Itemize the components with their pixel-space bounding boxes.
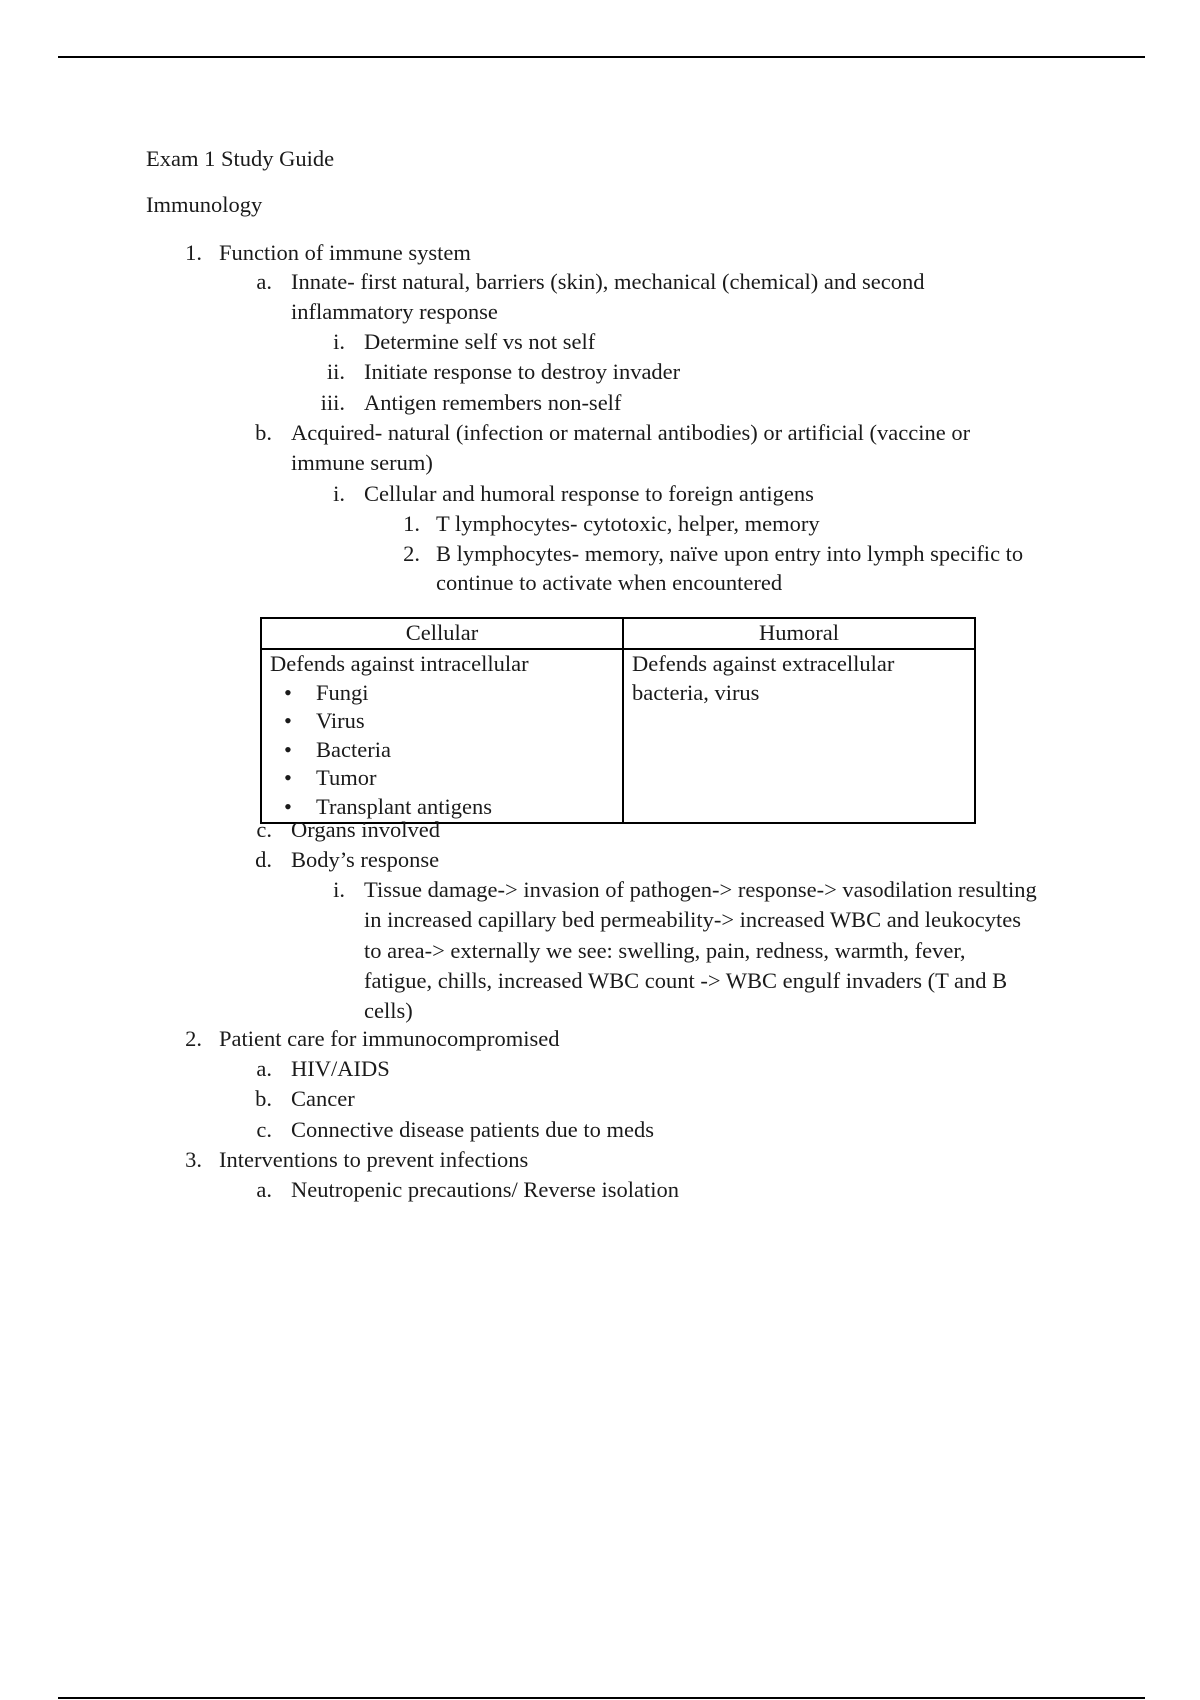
list-item: HIV/AIDS <box>291 1056 390 1081</box>
list-item: Function of immune system <box>219 240 471 265</box>
cellular-bullet-list <box>270 679 614 822</box>
list-item: Initiate response to destroy invader <box>364 359 681 384</box>
list-item-line: in increased capillary bed permeability-> increased WBC and leukocytes <box>364 907 1022 932</box>
list-item: Patient care for immunocompromised <box>219 1026 560 1051</box>
bullet-text: Fungi <box>316 679 369 705</box>
list-item-line: Innate- first natural, barriers (skin), mechanical (chemical) and second <box>291 269 925 294</box>
list-item-line: fatigue, chills, increased WBC count -> WBC engulf invaders (T and B <box>364 968 1008 993</box>
section-heading: Immunology <box>146 192 263 217</box>
list-letter: b. <box>255 1086 272 1111</box>
table-header-cellular: Cellular <box>261 618 623 649</box>
list-roman: ii. <box>326 359 345 384</box>
list-item: Cellular and humoral response to foreign antigens <box>364 481 814 506</box>
bottom-rule <box>58 1697 1145 1699</box>
list-item <box>284 764 614 793</box>
list-number: 3. <box>185 1147 202 1172</box>
list-number: 1. <box>185 240 202 265</box>
list-item-line: inflammatory response <box>291 299 498 324</box>
list-item: Determine self vs not self <box>364 329 596 354</box>
list-number: 2. <box>403 541 420 566</box>
list-letter: b. <box>255 420 272 445</box>
list-item: Neutropenic precautions/ Reverse isolation <box>291 1177 680 1202</box>
list-letter: c. <box>256 817 272 842</box>
list-item-line: cells) <box>364 998 413 1023</box>
humoral-line: bacteria, virus <box>632 679 760 705</box>
table-cell-cellular <box>261 649 623 823</box>
list-item-line: immune serum) <box>291 450 433 475</box>
list-letter: d. <box>255 847 272 872</box>
list-item <box>284 679 614 708</box>
list-item-line: B lymphocytes- memory, naïve upon entry into lymph specific to <box>436 541 1024 566</box>
list-roman: i. <box>333 877 345 902</box>
humoral-line: Defends against extracellular <box>632 651 895 676</box>
list-item: Organs involved <box>291 817 440 842</box>
table-cell-humoral <box>623 649 975 823</box>
table-header-humoral: Humoral <box>623 618 975 649</box>
list-item: Body’s response <box>291 847 440 872</box>
list-item: T lymphocytes- cytotoxic, helper, memory <box>436 511 820 536</box>
list-roman: i. <box>333 481 345 506</box>
list-item <box>284 736 614 765</box>
list-item-line: to area-> externally we see: swelling, pain, redness, warmth, fever, <box>364 938 966 963</box>
list-item: Cancer <box>291 1086 355 1111</box>
list-letter: a. <box>256 1177 272 1202</box>
list-item: Interventions to prevent infections <box>219 1147 529 1172</box>
bullet-text: Tumor <box>316 765 377 791</box>
list-item: Antigen remembers non-self <box>364 390 622 415</box>
list-letter: a. <box>256 269 272 294</box>
bullet-text: Virus <box>316 708 365 734</box>
bullet-icon: • <box>284 708 292 734</box>
cellular-humoral-table <box>260 617 976 824</box>
list-roman: i. <box>333 329 345 354</box>
bullet-text: Transplant antigens <box>316 793 493 819</box>
list-letter: a. <box>256 1056 272 1081</box>
bullet-icon: • <box>284 793 292 819</box>
bullet-icon: • <box>284 765 292 791</box>
list-number: 2. <box>185 1026 202 1051</box>
list-item-line: Tissue damage-> invasion of pathogen-> response-> vasodilation resulting <box>364 877 1037 902</box>
list-item <box>284 707 614 736</box>
top-rule <box>58 56 1145 58</box>
bullet-icon: • <box>284 679 292 705</box>
list-number: 1. <box>403 511 420 536</box>
cellular-intro: Defends against intracellular <box>270 651 529 676</box>
document-title: Exam 1 Study Guide <box>146 146 335 171</box>
bullet-text: Bacteria <box>316 736 391 762</box>
bullet-icon: • <box>284 736 292 762</box>
list-item: Connective disease patients due to meds <box>291 1117 655 1142</box>
list-item-line: Acquired- natural (infection or maternal antibodies) or artificial (vaccine or <box>291 420 971 445</box>
list-item-line: continue to activate when encountered <box>436 570 783 595</box>
list-roman: iii. <box>320 390 345 415</box>
list-letter: c. <box>256 1117 272 1142</box>
